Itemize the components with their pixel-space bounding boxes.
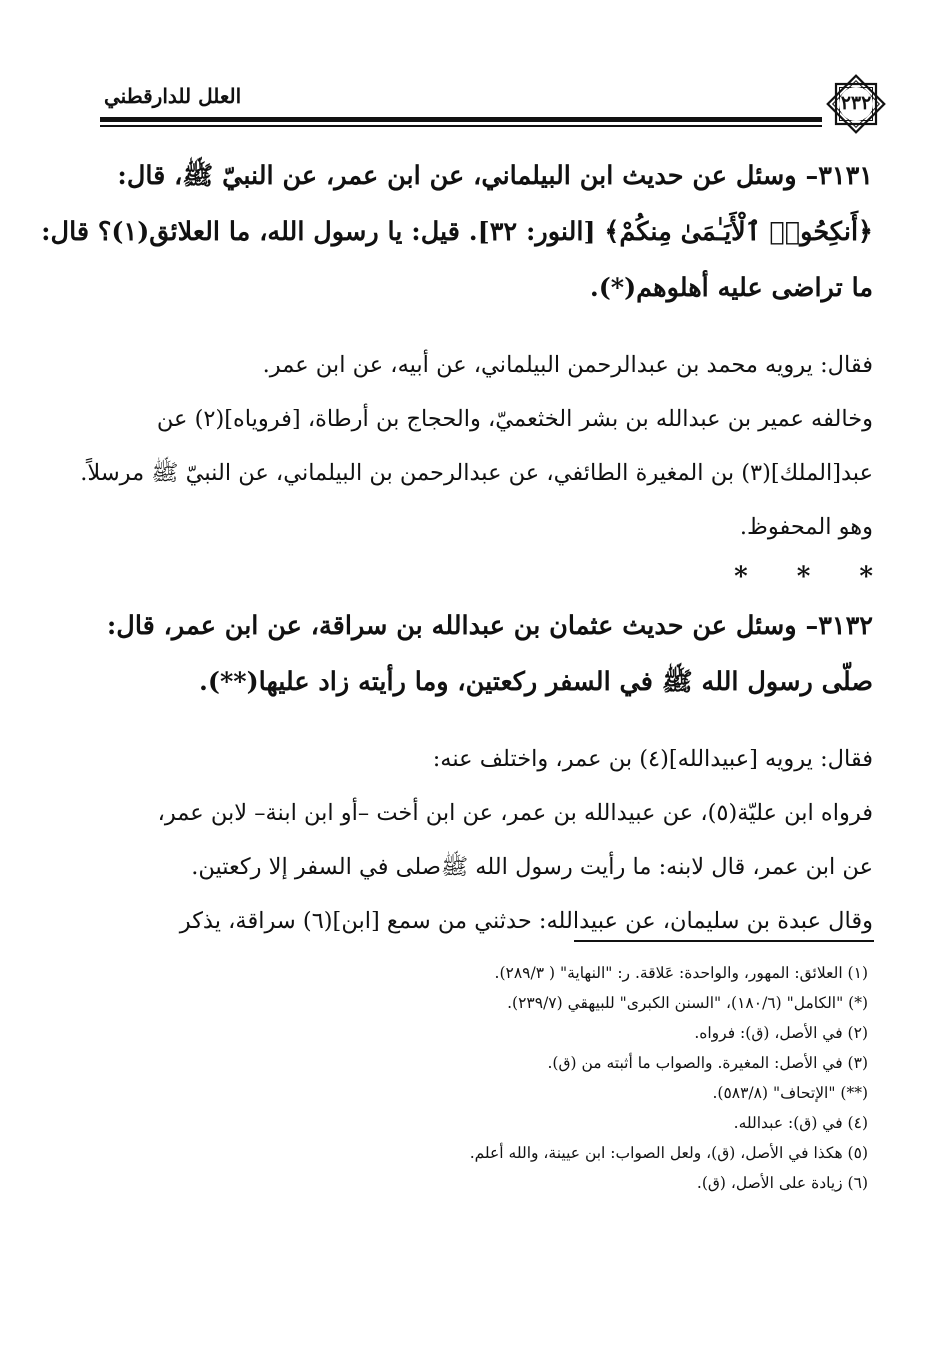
footnote: (١) العلائق: المهور، والواحدة: عَلاقة. ر: "النهاية" ( ٢٨٩/٣). — [494, 964, 868, 982]
entry-heading-line: ٣١٣١– وسئل عن حديث ابن البيلماني، عن ابن عمر، عن النبيّ ﷺ، قال: — [117, 161, 873, 191]
entry-3131 — [41, 148, 873, 554]
main-text — [41, 148, 873, 948]
footnote: (٢) في الأصل، (ق): فرواه. — [694, 1024, 868, 1042]
page-number-badge — [824, 72, 888, 136]
entry-body-line: فرواه ابن عليّة(٥)، عن عبيدالله بن عمر، عن ابن أخت –أو ابن ابنة– لابن عمر، — [157, 800, 873, 826]
footnote: (٦) زيادة على الأصل، (ق). — [696, 1174, 868, 1192]
footnote: (*) "الكامل" (١٨٠/٦)، "السنن الكبرى" للبيهقي (٢٣٩/٧). — [507, 994, 868, 1012]
entry-heading-line: ما تراضى عليه أهلوهم(*). — [589, 273, 873, 303]
entry-body-line: فقال: يرويه محمد بن عبدالرحمن البيلماني، عن أبيه، عن ابن عمر. — [262, 352, 873, 378]
header-rule-thin — [100, 125, 822, 127]
entry-3132 — [100, 598, 873, 948]
footnote: (٣) في الأصل: المغيرة. والصواب ما أثبته من (ق). — [547, 1054, 868, 1072]
section-separator: * * * — [734, 562, 873, 592]
entry-heading-line: ٣١٣٢– وسئل عن حديث عثمان بن عبدالله بن سراقة، عن ابن عمر، قال: — [106, 611, 873, 641]
footnotes — [100, 958, 868, 1198]
footnote: (**) "الإتحاف" (٥٨٣/٨). — [712, 1084, 868, 1102]
running-title: العلل للدارقطني — [104, 84, 242, 108]
entry-body-line: وهو المحفوظ. — [739, 514, 873, 540]
footnote: (٥) هكذا في الأصل، (ق)، ولعل الصواب: ابن عيينة، والله أعلم. — [469, 1144, 868, 1162]
entry-body-line: وقال عبدة بن سليمان، عن عبيدالله: حدثني من سمع [ابن](٦) سراقة، يذكر — [179, 908, 873, 934]
footnote: (٤) في (ق): عبدالله. — [733, 1114, 868, 1132]
header-rule-thick — [100, 117, 822, 122]
entry-body-line: وخالفه عمير بن عبدالله بن بشر الخثعميّ، والحجاج بن أرطاة، [فروياه](٢) عن — [156, 406, 873, 432]
footnote-rule — [574, 940, 874, 942]
page-number: ٢٣٢ — [840, 92, 872, 114]
entry-heading-line: ﴿أَنكِحُوا۟ ٱلْأَيَـٰمَىٰ مِنكُمْ﴾ [النور: ٣٢]. قيل: يا رسول الله، ما العلائق(١)؟ قال: — [41, 217, 873, 247]
entry-heading-line: صلّى رسول الله ﷺ في السفر ركعتين، وما رأيته زاد عليها(**). — [199, 667, 873, 697]
entry-body-line: فقال: يرويه [عبيدالله](٤) بن عمر، واختلف عنه: — [432, 746, 873, 772]
entry-body-line: عبد[الملك](٣) بن المغيرة الطائفي، عن عبدالرحمن بن البيلماني، عن النبيّ ﷺ مرسلاً. — [80, 460, 873, 486]
entry-body-line: عن ابن عمر، قال لابنه: ما رأيت رسول الله ﷺصلى في السفر إلا ركعتين. — [191, 854, 873, 880]
